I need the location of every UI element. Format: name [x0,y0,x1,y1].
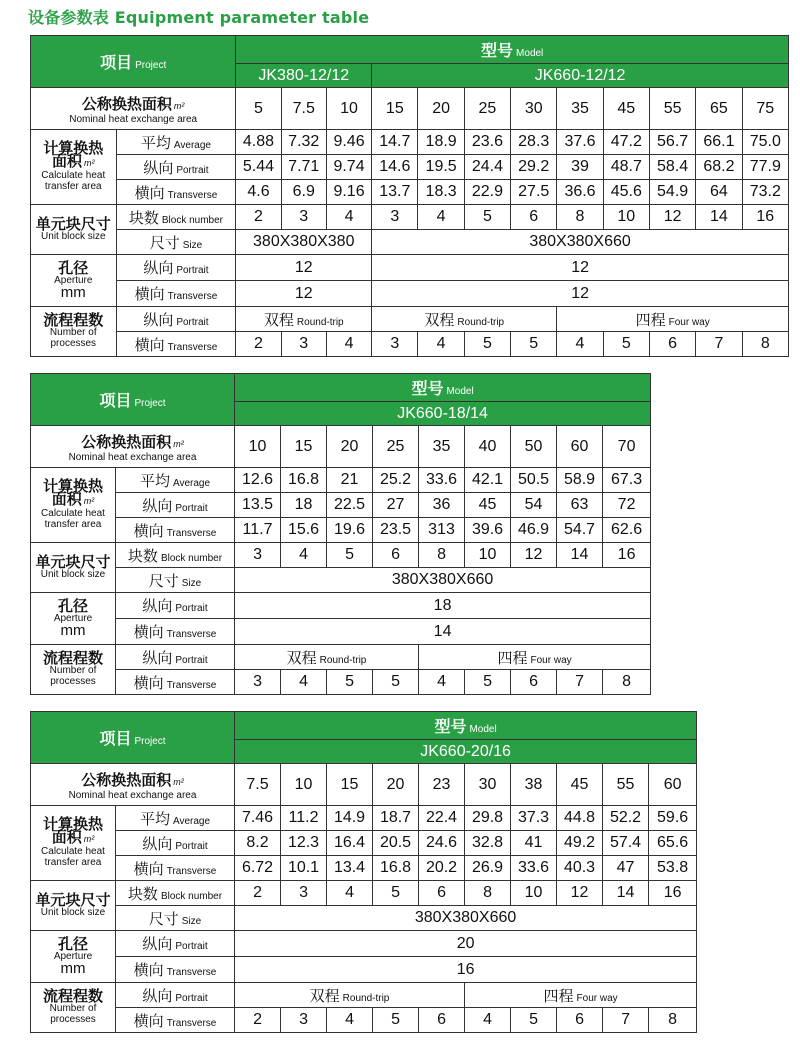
area-cell: 38 [511,764,557,806]
size-label: 尺寸 Size [116,230,236,255]
avg-cell: 29.8 [465,806,511,831]
avg-cell: 75.0 [742,130,788,155]
size-label: 尺寸 Size [116,568,235,593]
portrait-cell: 22.5 [327,493,373,518]
transverse-cell: 18.3 [418,180,464,205]
area-cell: 20 [327,426,373,468]
area-cell: 15 [281,426,327,468]
average-label: 平均 Average [116,806,235,831]
block-cell: 5 [373,881,419,906]
block-number-label: 块数 Block number [116,881,235,906]
aperture-cell: 12 [236,255,372,281]
block-cell: 16 [649,881,697,906]
model-name: JK380-12/12 [236,64,372,88]
process-cell: 3 [281,1008,327,1033]
area-cell: 15 [372,88,418,130]
area-cell: 10 [235,426,281,468]
process-cell: 7 [603,1008,649,1033]
unit-block-label: 单元块尺寸 Unit block size [31,543,116,593]
avg-cell: 66.1 [696,130,742,155]
area-cell: 25 [464,88,510,130]
process-cell: 5 [603,332,649,357]
avg-cell: 28.3 [511,130,557,155]
avg-cell: 16.8 [281,468,327,493]
transverse-cell: 54.7 [557,518,603,543]
area-cell: 60 [557,426,603,468]
aperture-cell: 12 [236,281,372,307]
portrait-cell: 48.7 [603,155,649,180]
portrait-cell: 13.5 [235,493,281,518]
transverse-cell: 11.7 [235,518,281,543]
calc-area-label: 计算换热 面积 m² Calculate heat transfer area [31,468,116,543]
transverse-label: 横向 Transverse [116,856,235,881]
portrait-cell: 57.4 [603,831,649,856]
process-cell: 8 [742,332,788,357]
size-cell: 380X380X660 [235,906,697,931]
avg-cell: 33.6 [419,468,465,493]
area-cell: 45 [557,764,603,806]
process-cell: 4 [419,670,465,695]
aperture-label: 孔径 Aperture mm [31,255,117,307]
avg-cell: 50.5 [511,468,557,493]
portrait-cell: 5.44 [236,155,281,180]
transverse-cell: 22.9 [464,180,510,205]
avg-cell: 4.88 [236,130,281,155]
transverse-cell: 16.8 [373,856,419,881]
portrait-cell: 19.5 [418,155,464,180]
avg-cell: 12.6 [235,468,281,493]
block-cell: 14 [696,205,742,230]
avg-cell: 52.2 [603,806,649,831]
block-cell: 3 [281,205,326,230]
unit-block-label: 单元块尺寸 Unit block size [31,205,117,255]
block-cell: 2 [236,205,281,230]
process-cell: 8 [603,670,651,695]
process-cell: 5 [465,670,511,695]
process-cell: 5 [373,670,419,695]
transverse-cell: 40.3 [557,856,603,881]
page-title: 设备参数表 Equipment parameter table [28,8,370,27]
process-cell: 4 [327,1008,373,1033]
portrait-cell: 8.2 [235,831,281,856]
avg-cell: 18.9 [418,130,464,155]
avg-cell: 67.3 [603,468,651,493]
nominal-area-label: 公称换热面积 m² Nominal heat exchange area [31,426,235,468]
process-cell: 8 [649,1008,697,1033]
avg-cell: 44.8 [557,806,603,831]
processes-label: 流程程数 Number of processes [31,645,116,695]
block-cell: 10 [465,543,511,568]
area-cell: 7.5 [281,88,326,130]
avg-cell: 47.2 [603,130,649,155]
portrait-cell: 24.4 [464,155,510,180]
block-cell: 4 [281,543,327,568]
block-cell: 4 [418,205,464,230]
transverse-cell: 13.4 [327,856,373,881]
avg-cell: 7.46 [235,806,281,831]
block-cell: 6 [373,543,419,568]
transverse-cell: 33.6 [511,856,557,881]
avg-cell: 42.1 [465,468,511,493]
avg-cell: 58.9 [557,468,603,493]
portrait-cell: 12.3 [281,831,327,856]
portrait-cell: 63 [557,493,603,518]
nominal-area-label: 公称换热面积 m² Nominal heat exchange area [31,764,235,806]
model-header: 型号 Model [235,712,697,740]
portrait-cell: 16.4 [327,831,373,856]
block-cell: 3 [281,881,327,906]
calc-area-label: 计算换热 面积 m² Calculate heat transfer area [31,806,116,881]
average-label: 平均 Average [116,468,235,493]
transverse-label: 横向 Transverse [116,281,236,307]
portrait-cell: 54 [511,493,557,518]
block-number-label: 块数 Block number [116,543,235,568]
block-cell: 5 [327,543,373,568]
process-cell: 5 [464,332,510,357]
process-cell: 3 [372,332,418,357]
transverse-cell: 73.2 [742,180,788,205]
portrait-cell: 18 [281,493,327,518]
portrait-label: 纵向 Portrait [116,831,235,856]
block-cell: 5 [464,205,510,230]
area-cell: 10 [281,764,327,806]
portrait-cell: 41 [511,831,557,856]
portrait-cell: 77.9 [742,155,788,180]
transverse-cell: 19.6 [327,518,373,543]
aperture-cell: 14 [235,619,651,645]
area-cell: 60 [649,764,697,806]
block-cell: 16 [742,205,788,230]
round-trip-cell: 双程 Round-trip [235,645,419,670]
project-header: 项目 Project [31,36,236,88]
four-way-cell: 四程 Four way [557,307,789,332]
process-cell: 5 [511,332,557,357]
four-way-cell: 四程 Four way [465,983,697,1008]
portrait-cell: 65.6 [649,831,697,856]
nominal-area-label: 公称换热面积 m² Nominal heat exchange area [31,88,236,130]
avg-cell: 14.7 [372,130,418,155]
aperture-cell: 12 [372,281,789,307]
avg-cell: 7.32 [281,130,326,155]
portrait-label: 纵向 Portrait [116,593,235,619]
transverse-cell: 39.6 [465,518,511,543]
model-header: 型号 Model [235,374,651,402]
model-header: 型号 Model [236,36,789,64]
process-cell: 4 [281,670,327,695]
area-cell: 20 [373,764,419,806]
portrait-label: 纵向 Portrait [116,931,235,957]
portrait-label: 纵向 Portrait [116,255,236,281]
area-cell: 70 [603,426,651,468]
transverse-label: 横向 Transverse [116,619,235,645]
process-cell: 2 [236,332,281,357]
size-cell: 380X380X380 [236,230,372,255]
round-trip-cell: 双程 Round-trip [235,983,465,1008]
model-name: JK660-18/14 [235,402,651,426]
process-cell: 5 [373,1008,419,1033]
block-cell: 2 [235,881,281,906]
block-cell: 12 [557,881,603,906]
block-cell: 8 [465,881,511,906]
block-cell: 14 [557,543,603,568]
transverse-label: 横向 Transverse [116,180,236,205]
aperture-cell: 20 [235,931,697,957]
transverse-cell: 47 [603,856,649,881]
area-cell: 23 [419,764,465,806]
aperture-cell: 18 [235,593,651,619]
size-cell: 380X380X660 [372,230,789,255]
transverse-cell: 64 [696,180,742,205]
transverse-cell: 15.6 [281,518,327,543]
area-cell: 35 [419,426,465,468]
process-cell: 7 [696,332,742,357]
size-label: 尺寸 Size [116,906,235,931]
area-cell: 40 [465,426,511,468]
transverse-cell: 20.2 [419,856,465,881]
portrait-cell: 45 [465,493,511,518]
process-cell: 6 [649,332,695,357]
portrait-label: 纵向 Portrait [116,493,235,518]
portrait-cell: 20.5 [373,831,419,856]
transverse-cell: 26.9 [465,856,511,881]
area-cell: 65 [696,88,742,130]
transverse-cell: 10.1 [281,856,327,881]
avg-cell: 25.2 [373,468,419,493]
aperture-cell: 16 [235,957,697,983]
avg-cell: 21 [327,468,373,493]
transverse-cell: 313 [419,518,465,543]
block-cell: 12 [511,543,557,568]
portrait-cell: 36 [419,493,465,518]
block-cell: 8 [557,205,603,230]
process-cell: 5 [327,670,373,695]
transverse-label: 横向 Transverse [116,332,236,357]
process-cell: 5 [511,1008,557,1033]
calc-area-label: 计算换热 面积 m² Calculate heat transfer area [31,130,117,205]
process-cell: 3 [281,332,326,357]
portrait-cell: 68.2 [696,155,742,180]
process-cell: 4 [557,332,603,357]
avg-cell: 22.4 [419,806,465,831]
portrait-cell: 39 [557,155,603,180]
block-cell: 6 [511,205,557,230]
portrait-cell: 49.2 [557,831,603,856]
area-cell: 30 [511,88,557,130]
avg-cell: 11.2 [281,806,327,831]
area-cell: 55 [603,764,649,806]
process-cell: 4 [465,1008,511,1033]
process-cell: 3 [235,670,281,695]
portrait-cell: 27 [373,493,419,518]
processes-label: 流程程数 Number of processes [31,983,116,1033]
process-cell: 2 [235,1008,281,1033]
portrait-label: 纵向 Portrait [116,645,235,670]
avg-cell: 37.6 [557,130,603,155]
avg-cell: 9.46 [326,130,371,155]
portrait-cell: 14.6 [372,155,418,180]
portrait-cell: 32.8 [465,831,511,856]
round-trip-cell: 双程 Round-trip [236,307,372,332]
area-cell: 5 [236,88,281,130]
avg-cell: 14.9 [327,806,373,831]
model-name: JK660-12/12 [372,64,789,88]
avg-cell: 23.6 [464,130,510,155]
processes-label: 流程程数 Number of processes [31,307,117,357]
project-header: 项目 Project [31,712,235,764]
transverse-cell: 46.9 [511,518,557,543]
process-cell: 4 [418,332,464,357]
portrait-cell: 72 [603,493,651,518]
portrait-cell: 58.4 [649,155,695,180]
aperture-label: 孔径 Aperture mm [31,593,116,645]
average-label: 平均 Average [116,130,236,155]
process-cell: 6 [557,1008,603,1033]
portrait-cell: 9.74 [326,155,371,180]
portrait-label: 纵向 Portrait [116,307,236,332]
process-cell: 7 [557,670,603,695]
portrait-label: 纵向 Portrait [116,983,235,1008]
portrait-cell: 7.71 [281,155,326,180]
area-cell: 45 [603,88,649,130]
area-cell: 20 [418,88,464,130]
transverse-label: 横向 Transverse [116,1008,235,1033]
transverse-label: 横向 Transverse [116,518,235,543]
transverse-cell: 27.5 [511,180,557,205]
transverse-label: 横向 Transverse [116,957,235,983]
unit-block-label: 单元块尺寸 Unit block size [31,881,116,931]
parameter-table-3 [30,711,697,1033]
area-cell: 75 [742,88,788,130]
area-cell: 10 [326,88,371,130]
transverse-cell: 6.9 [281,180,326,205]
transverse-cell: 6.72 [235,856,281,881]
avg-cell: 59.6 [649,806,697,831]
transverse-cell: 54.9 [649,180,695,205]
block-number-label: 块数 Block number [116,205,236,230]
area-cell: 35 [557,88,603,130]
transverse-cell: 4.6 [236,180,281,205]
process-cell: 6 [511,670,557,695]
transverse-label: 横向 Transverse [116,670,235,695]
transverse-cell: 62.6 [603,518,651,543]
avg-cell: 37.3 [511,806,557,831]
avg-cell: 18.7 [373,806,419,831]
aperture-label: 孔径 Aperture mm [31,931,116,983]
block-cell: 16 [603,543,651,568]
block-cell: 6 [419,881,465,906]
area-cell: 50 [511,426,557,468]
portrait-cell: 29.2 [511,155,557,180]
project-header: 项目 Project [31,374,235,426]
block-cell: 8 [419,543,465,568]
transverse-cell: 9.16 [326,180,371,205]
transverse-cell: 53.8 [649,856,697,881]
block-cell: 10 [511,881,557,906]
block-cell: 4 [326,205,371,230]
transverse-cell: 13.7 [372,180,418,205]
process-cell: 4 [326,332,371,357]
area-cell: 55 [649,88,695,130]
block-cell: 3 [372,205,418,230]
block-cell: 12 [649,205,695,230]
process-cell: 6 [419,1008,465,1033]
block-cell: 10 [603,205,649,230]
transverse-cell: 23.5 [373,518,419,543]
portrait-label: 纵向 Portrait [116,155,236,180]
parameter-table-1 [30,35,789,357]
area-cell: 7.5 [235,764,281,806]
transverse-cell: 45.6 [603,180,649,205]
block-cell: 4 [327,881,373,906]
model-name: JK660-20/16 [235,740,697,764]
block-cell: 3 [235,543,281,568]
size-cell: 380X380X660 [235,568,651,593]
area-cell: 30 [465,764,511,806]
round-trip-cell: 双程 Round-trip [372,307,557,332]
transverse-cell: 36.6 [557,180,603,205]
avg-cell: 56.7 [649,130,695,155]
aperture-cell: 12 [372,255,789,281]
block-cell: 14 [603,881,649,906]
area-cell: 15 [327,764,373,806]
area-cell: 25 [373,426,419,468]
portrait-cell: 24.6 [419,831,465,856]
four-way-cell: 四程 Four way [419,645,651,670]
parameter-table-2 [30,373,651,695]
